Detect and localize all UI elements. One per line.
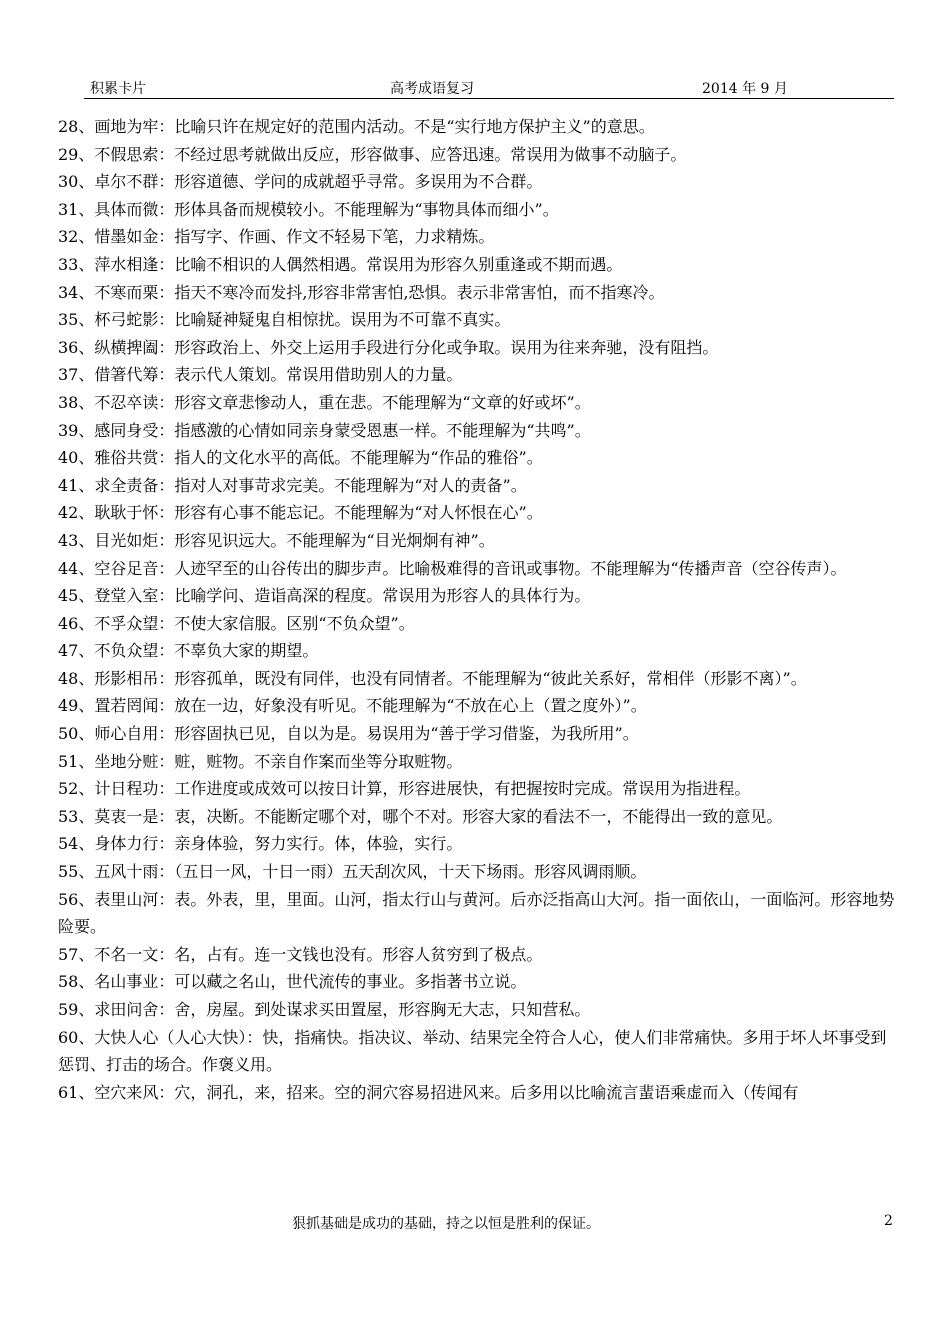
idiom-entry-53: 53、莫衷一是：衷，决断。不能断定哪个对，哪个不对。形容大家的看法不一，不能得出一致的意见。 (58, 806, 783, 826)
idiom-entry-57: 57、不名一文：名，占有。连一文钱也没有。形容人贫穷到了极点。 (58, 944, 543, 964)
page-header (84, 76, 894, 99)
idiom-entry-32: 32、惜墨如金：指写字、作画、作文不轻易下笔，力求精炼。 (58, 227, 495, 247)
idiom-entry-35: 35、杯弓蛇影：比喻疑神疑鬼自相惊扰。误用为不可靠不真实。 (58, 310, 511, 330)
idiom-entry-38: 38、不忍卒读：形容文章悲惨动人，重在悲。不能理解为“文章的好或坏”。 (58, 392, 591, 412)
idiom-entry-34: 34、不寒而栗：指天不寒冷而发抖,形容非常害怕,恐惧。表示非常害怕，而不指寒冷。 (58, 282, 665, 302)
idiom-entry-41: 41、求全责备：指对人对事苛求完美。不能理解为“对人的责备”。 (58, 475, 527, 495)
idiom-entry-59: 59、求田问舍：舍，房屋。到处谋求买田置屋，形容胸无大志，只知营私。 (58, 1000, 591, 1019)
idiom-entry-36: 36、纵横捭阖：形容政治上、外交上运用手段进行分化或争取。误用为往来奔驰，没有阻挡。 (58, 337, 719, 357)
idiom-entry-39: 39、感同身受：指感激的心情如同亲身蒙受恩惠一样。不能理解为“共鸣”。 (58, 420, 591, 440)
idiom-entry-52: 52、计日程功：工作进度或成效可以按日计算，形容进展快，有把握按时完成。常误用为指进程。 (58, 779, 751, 799)
header-left-title: 积累卡片 (90, 81, 146, 97)
idiom-entry-50: 50、师心自用：形容固执已见，自以为是。易误用为“善于学习借鉴，为我所用”。 (58, 724, 639, 744)
idiom-entry-29: 29、不假思索：不经过思考就做出反应，形容做事、应答迅速。常误用为做事不动脑子。 (58, 144, 687, 164)
header-date: 2014 年 9 月 (702, 81, 788, 97)
idiom-entry-54: 54、身体力行：亲身体验，努力实行。体，体验，实行。 (58, 834, 463, 854)
idiom-entry-40: 40、雅俗共赏：指人的文化水平的高低。不能理解为“作品的雅俗”。 (58, 448, 543, 468)
idiom-entry-45: 45、登堂入室：比喻学问、造诣高深的程度。常误用为形容人的具体行为。 (58, 586, 591, 606)
idiom-entry-49: 49、置若罔闻：放在一边，好象没有听见。不能理解为“不放在心上（置之度外）”。 (58, 696, 647, 716)
idiom-entry-48: 48、形影相吊：形容孤单，既没有同伴，也没有同情者。不能理解为“彼此关系好，常相伴（形影不离）”。 (58, 668, 807, 688)
idiom-entry-33: 33、萍水相逢：比喻不相识的人偶然相遇。常误用为形容久别重逢或不期而遇。 (58, 254, 623, 274)
header-center-title: 高考成语复习 (390, 81, 474, 97)
idiom-entry-61: 61、空穴来风：穴，洞孔，来，招来。空的洞穴容易招进风来。后多用以比喻流言蜚语乘虚而入（传闻有 (58, 1082, 799, 1102)
idiom-entry-56: 56、表里山河：表。外表，里，里面。山河，指太行山与黄河。后亦泛指高山大河。指一面依山，一面临河。形容地势险要。 (58, 889, 895, 937)
idiom-entry-43: 43、目光如炬：形容见识远大。不能理解为“目光炯炯有神”。 (58, 530, 495, 550)
idiom-entry-55: 55、五风十雨：（五日一风，十日一雨）五天刮次风，十天下场雨。形容风调雨顺。 (58, 862, 647, 882)
idiom-entry-31: 31、具体而微：形体具备而规模较小。不能理解为“事物具体而细小”。 (58, 199, 559, 219)
idiom-entry-58: 58、名山事业：可以藏之名山，世代流传的事业。多指著书立说。 (58, 972, 527, 992)
idiom-entry-44: 44、空谷足音：人迹罕至的山谷传出的脚步声。比喻极难得的音讯或事物。不能理解为“传播声音（空谷传声）。 (58, 558, 847, 578)
page-number: 2 (884, 1213, 893, 1229)
idiom-entry-46: 46、不孚众望：不使大家信服。区别“不负众望”。 (58, 613, 415, 633)
idiom-entry-28: 28、画地为牢：比喻只许在规定好的范围内活动。不是“实行地方保护主义”的意思。 (58, 117, 655, 136)
idiom-entry-37: 37、借箸代筹：表示代人策划。常误用借助别人的力量。 (58, 365, 463, 385)
idiom-entry-42: 42、耿耿于怀：形容有心事不能忘记。不能理解为“对人怀恨在心”。 (58, 503, 543, 523)
idiom-list (58, 113, 898, 1106)
footer-motto: 狠抓基础是成功的基础，持之以恒是胜利的保证。 (292, 1216, 600, 1232)
idiom-entry-60: 60、大快人心（人心大快）：快，指痛快。指决议、举动、结果完全符合人心，使人们非常痛快。多用于坏人坏事受到惩罚、打击的场合。作褒义用。 (58, 1027, 887, 1075)
idiom-entry-51: 51、坐地分赃：赃，赃物。不亲自作案而坐等分取赃物。 (58, 751, 463, 771)
idiom-entry-30: 30、卓尔不群：形容道德、学问的成就超乎寻常。多误用为不合群。 (58, 172, 543, 192)
idiom-entry-47: 47、不负众望：不辜负大家的期望。 (58, 641, 319, 661)
